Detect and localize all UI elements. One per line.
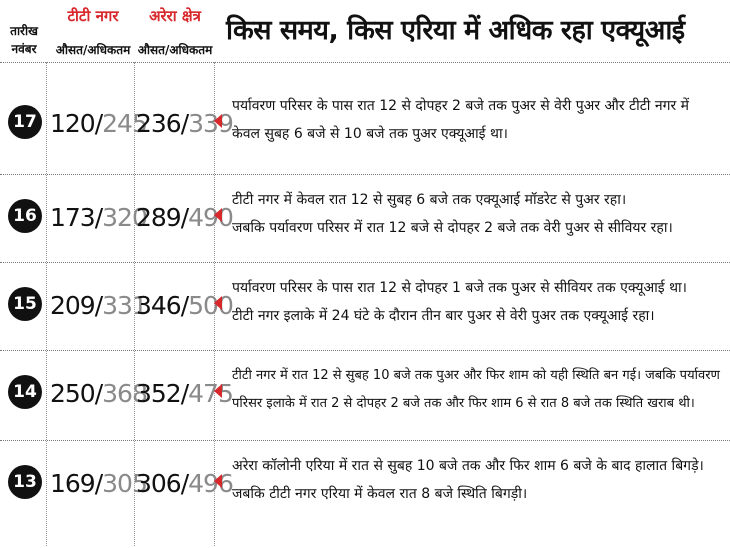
arera-max: 500 (188, 291, 233, 320)
pointer-arrow-icon (214, 384, 222, 398)
row-description (232, 274, 724, 330)
arera-max: 490 (188, 203, 233, 232)
date-badge: 15 (8, 287, 42, 321)
arera-aqi: 352/475 (136, 379, 233, 408)
header-divider (0, 62, 730, 63)
table-row (0, 440, 730, 528)
pointer-arrow-icon (214, 208, 222, 222)
tt-nagar-max: 368 (102, 379, 147, 408)
description-line: जबकि टीटी नगर एरिया में केवल रात 8 बजे स्थिति बिगड़ी। (232, 486, 528, 502)
tt-nagar-max: 245 (102, 109, 147, 138)
tt-nagar-avg: 169 (50, 469, 95, 498)
tt-nagar-avg: 120 (50, 109, 95, 138)
arera-aqi: 306/496 (136, 469, 233, 498)
arera-max: 339 (188, 109, 233, 138)
description-line: पर्यावरण परिसर के पास रात 12 से दोपहर 2 बजे तक पुअर से वेरी पुअर और टीटी नगर में (232, 98, 690, 114)
table-row (0, 174, 730, 262)
arera-avg: 306 (136, 469, 181, 498)
description-line: जबकि पर्यावरण परिसर में रात 12 बजे से दोपहर 2 बजे तक वेरी पुअर से सीवियर रहा। (232, 220, 673, 236)
tt-nagar-avg: 209 (50, 291, 95, 320)
date-badge: 17 (8, 105, 42, 139)
pointer-arrow-icon (214, 114, 222, 128)
page-title: किस समय, किस एरिया में अधिक रहा एक्यूआई (226, 15, 685, 46)
arera-avg: 289 (136, 203, 181, 232)
tt-nagar-aqi: 209/331 (50, 291, 147, 320)
tt-nagar-avg: 250 (50, 379, 95, 408)
month-header-label: नवंबर (11, 42, 37, 56)
description-line: अरेरा कॉलोनी एरिया में रात से सुबह 10 बजे तक और फिर शाम 6 बजे के बाद हालात बिगड़े। (232, 458, 704, 474)
date-badge: 13 (8, 465, 42, 499)
arera-aqi: 236/339 (136, 109, 233, 138)
description-line: केवल सुबह 6 बजे से 10 बजे तक पुअर एक्यूआई था। (232, 126, 508, 142)
tt-nagar-column-header (48, 6, 138, 64)
arera-avg: 352 (136, 379, 181, 408)
arera-max: 496 (188, 469, 233, 498)
arera-avg: 346 (136, 291, 181, 320)
arera-aqi: 289/490 (136, 203, 233, 232)
tt-nagar-aqi: 169/305 (50, 469, 147, 498)
tt-nagar-max: 331 (102, 291, 147, 320)
tt-nagar-aqi: 250/368 (50, 379, 147, 408)
date-badge: 14 (8, 375, 42, 409)
date-header-label: तारीख (10, 24, 38, 38)
tt-nagar-aqi: 173/320 (50, 203, 147, 232)
pointer-arrow-icon (214, 474, 222, 488)
pointer-arrow-icon (214, 296, 222, 310)
description-line: टीटी नगर इलाके में 24 घंटे के दौरान तीन बार पुअर से वेरी पुअर तक एक्यूआई रहा। (232, 308, 655, 324)
tt-nagar-max: 320 (102, 203, 147, 232)
tt-nagar-avg: 173 (50, 203, 95, 232)
description-line: पर्यावरण परिसर के पास रात 12 से दोपहर 1 बजे तक पुअर से सीवियर तक एक्यूआई था। (232, 280, 687, 296)
arera-aqi: 346/500 (136, 291, 233, 320)
row-description (232, 362, 724, 418)
table-row (0, 350, 730, 438)
date-badge: 16 (8, 199, 42, 233)
arera-avg: 236 (136, 109, 181, 138)
description-line: टीटी नगर में केवल रात 12 से सुबह 6 बजे तक एक्यूआई मॉडरेट से पुअर रहा। (232, 192, 627, 208)
row-description (232, 92, 724, 148)
tt-nagar-aqi: 120/245 (50, 109, 147, 138)
table-row (0, 80, 730, 168)
description-line: टीटी नगर में रात 12 से सुबह 10 बजे तक पुअर और फिर शाम को यही स्थिति बन गई। जबकि पर्यावरण (232, 368, 720, 383)
arera-header-title: अरेरा क्षेत्र (149, 7, 201, 25)
date-column-header (4, 22, 44, 58)
tt-nagar-max: 305 (102, 469, 147, 498)
arera-max: 475 (188, 379, 233, 408)
description-line: परिसर इलाके में रात 2 से दोपहर 2 बजे तक और फिर शाम 6 से रात 8 बजे तक स्थिति खराब थी। (232, 396, 695, 411)
arera-header-subtitle: औसत/अधिकतम (137, 43, 213, 57)
row-description (232, 186, 724, 242)
arera-column-header (134, 6, 216, 64)
row-description (232, 452, 724, 508)
tt-nagar-header-title: टीटी नगर (67, 7, 119, 25)
tt-nagar-header-subtitle: औसत/अधिकतम (55, 43, 131, 57)
table-row (0, 262, 730, 350)
